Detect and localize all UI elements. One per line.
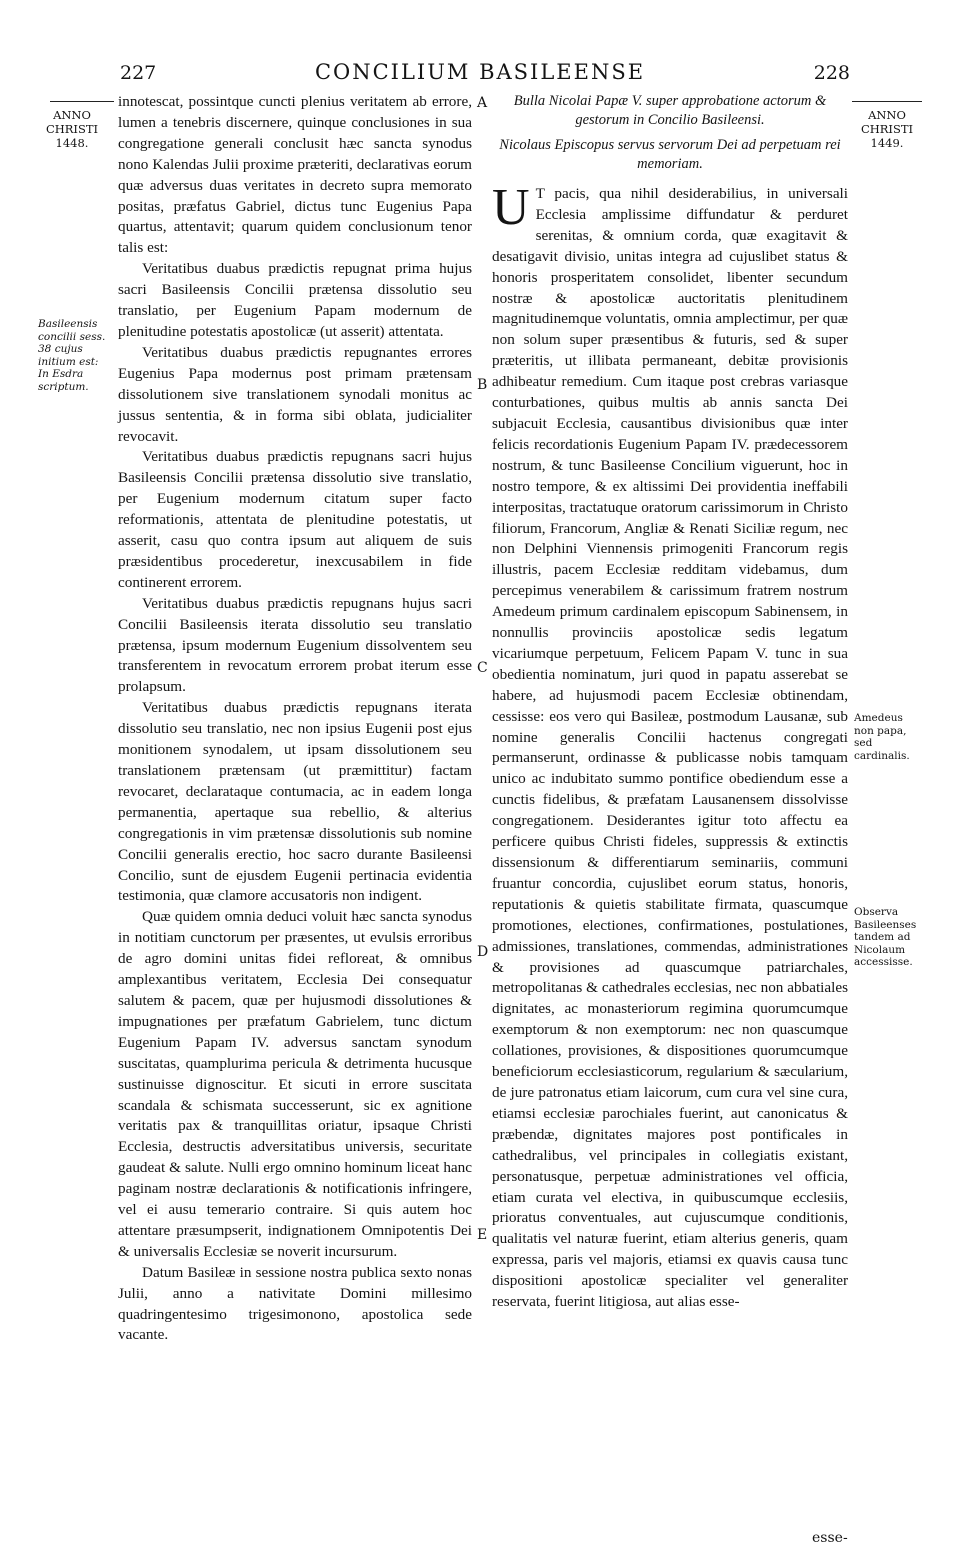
- page-number-left: 227: [120, 62, 157, 84]
- paragraph: Veritatibus duabus prædictis repugnat prima hujus sacri Basileensis Concilii prætensa dissolutio seu translatio, per Eugenium Papam modernum de plenitudine potestatis apostolicæ (ut asserit) attentata.: [118, 260, 472, 340]
- section-letter-a: A: [477, 95, 488, 111]
- catchword: esse-: [812, 1530, 848, 1546]
- bulla-salutation: Nicolaus Episcopus servus servorum Dei ad perpetuam rei memoriam.: [499, 137, 841, 172]
- running-head: [0, 60, 960, 90]
- bulla-body-text: T pacis, qua nihil desiderabilius, in universali Ecclesia amplissime diffundatur & perduret serenitas, & omnium corda, quæ exagitavit & desatigavit divisio, unitas integra ad cujuslibet status & honoris prosperitatem consolidet, libenter secundum nostræ & apostolicæ auctoritatis plenitudinem magnitudinemque voluntatis, omnia amplectimur, per quæ non solum super præsentibus & futuris, sed & super præteritis, ut illibata permaneant, debitæ provisionis adhibeatur remedium. Cum itaque post crebras variasque conturbationes, quibus multis ab annis sancta Dei subjacuit Ecclesia, causantibus divisionibus quæ inter felicis recordationis Eugenium Papam IV. prædecessorem nostrum, & tunc Basileense Concilium viguerunt, hoc in nostro tempore, & ex altissimi Dei providentia ineffabili interpositas, tractatuque oratorum carissimorum in Christo filiorum, Francorum, Angliæ & Renati Siciliæ regum, nec non Delphini Viennensis primogeniti Francorum regis illustris, pacem Ecclesiæ redditam videbamus, dum percepimus venerabilem & carissimum fratrem nostrum Amedeum primum cardinalem episcopum Sabinensem, in nonnullis provinciis apostolicæ sedis legatum vicariumque perpetuum, Felicem Papam V. tunc in sua obedientia nominatum, juri quod in papatu asserebat se habere, ad hujusmodi pacem Ecclesiæ obtinendam, cessisse: eos vero qui Basileæ, postmodum Lausanæ, sub nomine generalis Concilii hactenus congregati permanserunt, ordinasse & publicasse nobis tamquam unico ac indubitato summo pontifice obediendum esse a cunctis fidelibus, & præfatam Lausanensem dissolvisse congregationem. Desiderantes igitur toto affectu ea perficere quibus Christi fideles, suppressis & extinctis dissensionum & differentiarum seminariis, communi fruantur concordia, cujuslibet eorum status, honoris, reputationis & quietis stabilitate firmata, quascumque promotiones, electiones, confirmationes, postulationes, admissiones, translationes, commendas, administrationes & provisiones ad quascumque patriarchales, metropolitanas & cathedrales ecclesias, nec non abbatiales dignitates, ac monasteriorum regimina quorumcumque exemptorum & non exemptorum: nec non quascumque collationes, provisiones, & dispositiones quorumcumque beneficiorum ecclesiasticorum, regularium & sæcularium, de jure patronatus etiam laicorum, cum cura vel sine cura, etiamsi ecclesiæ parochiales fuerint, aut canonicatus & præbendæ, dignitates majores post pontificales in cathedralibus, vel principales in collegiatis existant, personatusque, perpetuæ administrationes vel officia, etiam curata vel electiva, in quibuscumque ecclesiis, prioratus conventuales, aut cujuscumque conditionis, qualitatis vel naturæ fuerint, etiam alterius generis, quam expressa, paris vel majoris, etiamsi ex quavis causa tunc dispositioni apostolicæ specialiter vel generaliter reservata, fuerint litigiosa, aut alias esse-: [492, 185, 848, 1311]
- page-number-right: 228: [813, 62, 850, 84]
- right-anno-rule: [852, 101, 922, 102]
- paragraph: Veritatibus duabus prædictis repugnans hujus sacri Concilii Basileensis iterata dissolutio seu translatio prætensa, ipsum modernum Eugenium dissolventem seu transferentem in revocatum errorem probat iterum esse prolapsum.: [118, 594, 472, 696]
- right-margin-note-amedeus: Amedeus non papa, sed cardinalis.: [854, 712, 910, 762]
- left-margin-note: Basileensis concilii sess. 38 cujus initium est: In Esdra scriptum.: [38, 318, 106, 393]
- section-letter-c: C: [477, 660, 488, 676]
- left-anno-rule: [50, 101, 114, 102]
- bulla-title: Bulla Nicolai Papæ V. super approbatione actorum & gestorum in Concilio Basileensi.: [513, 93, 827, 128]
- left-anno-label: ANNO: [53, 108, 91, 122]
- section-letter-e: E: [477, 1227, 488, 1243]
- right-margin-note-observa: Observa Basileenses tandem ad Nicolaum accessisse.: [854, 906, 917, 968]
- left-christi-label: CHRISTI: [45, 122, 99, 136]
- drop-cap: U: [492, 179, 530, 236]
- bulla-body: [492, 179, 848, 1313]
- paragraph: Datum Basileæ in sessione nostra publica sexto nonas Julii, anno a nativitate Domini millesimo quadringentesimo trigesimonono, apostolica sede vacante.: [118, 1263, 472, 1344]
- paragraph: Quæ quidem omnia deduci voluit hæc sancta synodus in notitiam cunctorum per præsentes, ut evulsis erroribus de agro domini unitas fidei refloreat, & omnibus amplexantibus veritatem, Ecclesia Dei consequatur salutem & pacem, quæ per hujusmodi dissolutiones & impugnationes per præfatum Gabrielem, tunc dictum Eugenium Papam IV. adversus sanctam synodum suscitatas, quamplurima pericula & detrimenta hucusque sustinuisse dignoscitur. Et sicuti in errore suscitata scandala & schismata successerunt, sic ex agnitione veritatis pax & tranquillitas oriatur, ipsaque Christi Ecclesia, destructis adversitatibus universis, securitate gaudeat & salute. Nulli ergo omnino hominum liceat hanc paginam nostræ declarationis & notificationis infringere, vel ei ausu temerario contraire. Si quis autem hoc attentare præsumpserit, indignationem Omnipotentis Dei & universalis Ecclesiæ se noverit incursurum.: [118, 908, 472, 1260]
- right-christi-label: CHRISTI: [860, 122, 914, 136]
- paragraph: Veritatibus duabus prædictis repugnans iterata dissolutio seu translatio, nec non ipsius Eugenii post ejus monitionem synodalem, ut ipsam dissolutionem seu translationem prætensam (ut præmittitur) factam revocaret, declarataque contumacia, ac in eadem longa permanentia, apertaque sua rebellio, & alterius congregationis in vim prætensæ dissolutionis sub nomine Concilii generalis erectio, hoc sacro durante Basileensi Concilio, sunt de ejusdem Eugenii pertinacia evidentia testimonia, quæ clamore accusatoris non indigent.: [118, 699, 472, 905]
- section-letter-b: B: [477, 377, 488, 393]
- page-title: CONCILIUM BASILEENSE: [314, 60, 646, 84]
- paragraph: Veritatibus duabus prædictis repugnantes errores Eugenius Papa modernus post primam prætensam dissolutionem sive translationem synodali monitus ac jussus sententia, & in forma sibi oblata, judicialiter revocavit.: [118, 343, 472, 445]
- right-anno-block: [852, 108, 922, 150]
- left-anno-block: [30, 108, 114, 150]
- right-anno-year: 1449.: [870, 136, 904, 150]
- paragraph: Veritatibus duabus prædictis repugnans sacri hujus Basileensis Concilii prætensa dissolutio sive translatio, per Eugenium modernum citatum super facto reformationis, attentata de plenitudine potestatis, ut asserit, casu quo contra ipsum aut aliquem de suis præsidentibus procederetur, inexcusabilem in fide continerent errorem.: [118, 448, 472, 591]
- right-anno-label: ANNO: [868, 108, 906, 122]
- left-anno-year: 1448.: [55, 136, 89, 150]
- section-letter-d: D: [477, 944, 489, 960]
- paragraph: innotescat, possintque cuncti plenius veritatem ab errore, lumen a tenebris discernere, quinque conclusiones in sua congregatione generali conclusit hæc sancta synodus nono Kalendas Julii proxime præteriti, declarativas eorum quæ adversus duas veritates in decreto supra memorato positas, præfatus Gabriel, dictus tunc Eugenius Papa quartus, attentavit; quarum quidem conclusionum tenor talis est:: [118, 93, 472, 257]
- right-text-column: [492, 92, 848, 1313]
- left-text-column: [118, 92, 472, 1346]
